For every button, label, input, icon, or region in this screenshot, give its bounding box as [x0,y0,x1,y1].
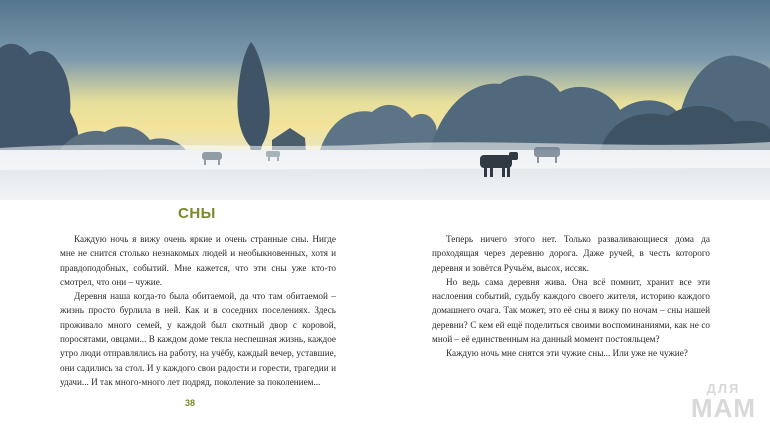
right-page-text [432,232,710,361]
paragraph: Но ведь сама деревня жива. Она всё помнит, хранит все эти наслоения событий, судьбу каждого своего жителя, историю каждого домашнего очага. Так может, это её сны я вижу по ночам – сны нашей деревни? С кем ей ещё поделиться своими воспоминаниями, как не со мной – её единственным на данный момент постояльцем? [432,276,710,345]
page-number: 38 [185,398,196,408]
chapter-title: СНЫ [178,205,216,222]
mist [0,142,770,170]
left-page-text [60,232,336,389]
watermark-line-2: МАМ [690,393,756,423]
paragraph: Теперь ничего этого нет. Только разваливающиеся дома да проходящая через деревню дорога. Даже ручей, в честь которого деревня и зовётся Ручьём, высох, иссяк. [432,234,710,273]
village-landscape-illustration [0,0,770,200]
paragraph: Деревня наша когда-то была обитаемой, да что там обитаемой – жизнь просто бурлила в ней. Как и в соседних поселениях. Здесь проживало много семей, у каждой был скотный двор с коровой, поросятами, овцами... В каждом доме текла неспешная жизнь, каждое утро люди отправлялись на работу, на учёбу, каждый вечер, уставшие, они садились за стол. И у каждого свои радости и горести, трагедии и удачи... И так много-много лет подряд, поколение за поколением... [60,291,336,387]
watermark-line-1: ДЛЯ [706,381,741,396]
watermark-logo [691,382,756,421]
paragraph: Каждую ночь мне снятся эти чужие сны... Или уже не чужие? [446,348,688,359]
paragraph: Каждую ночь я вижу очень яркие и очень странные сны. Нигде мне не снится столько незнакомых людей и необыкновенных, хотя и правдоподобных, событий. Мне кажется, что эти сны уже кто-то смотрел, что они – чужие. [60,234,336,287]
